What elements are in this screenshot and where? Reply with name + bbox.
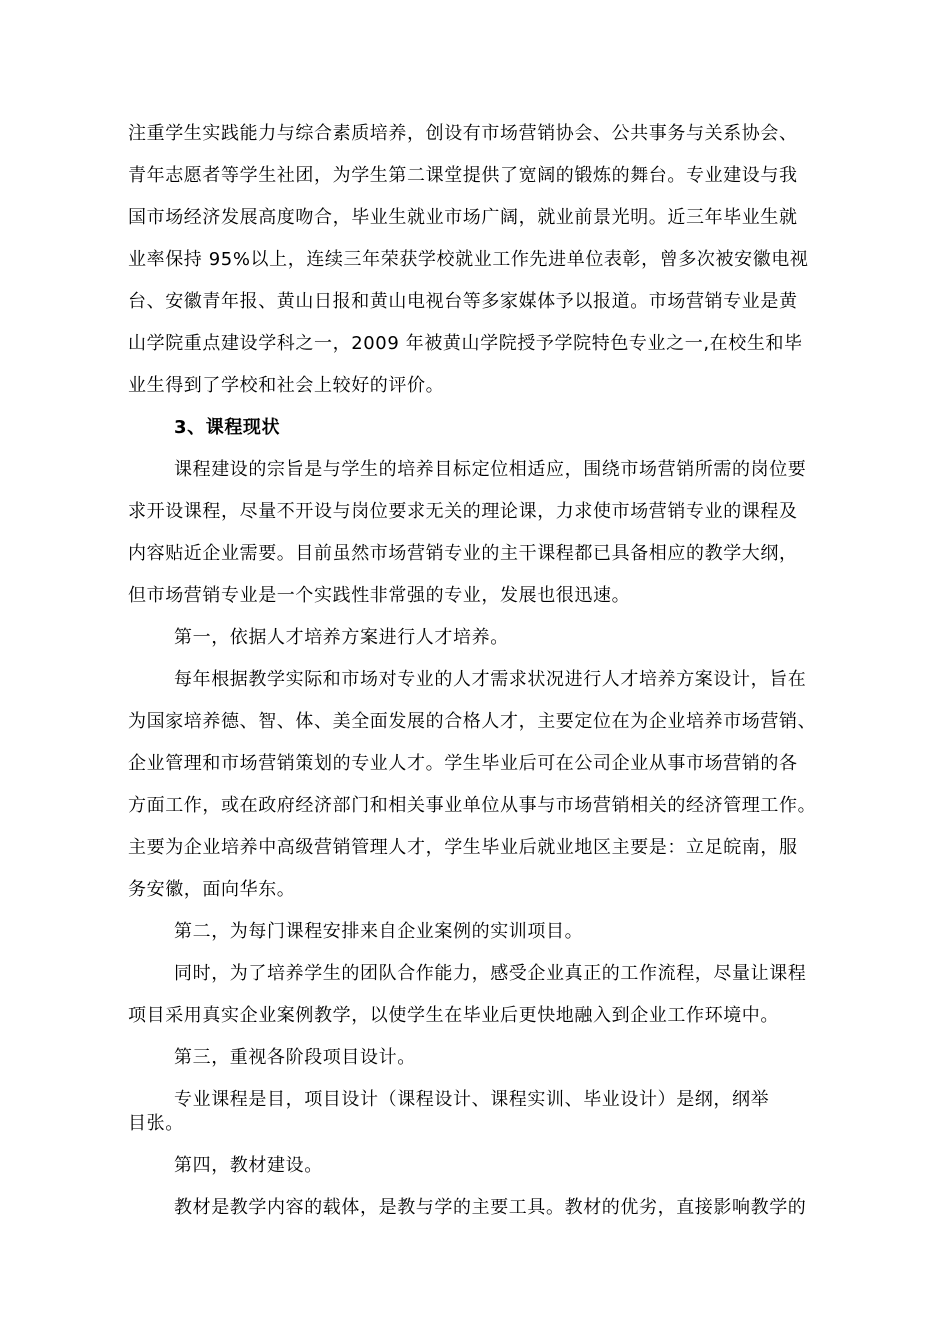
subheading-line: 第一，依据人才培养方案进行人才培养。 <box>174 627 509 648</box>
paragraph-line: 但市场营销专业是一个实践性非常强的专业，发展也很迅速。 <box>128 585 631 606</box>
paragraph-line: 方面工作，或在政府经济部门和相关事业单位从事与市场营销相关的经济管理工作。 <box>128 795 817 816</box>
section-heading: 3、课程现状 <box>174 417 281 438</box>
paragraph-line: 注重学生实践能力与综合素质培养，创设有市场营销协会、公共事务与关系协会、 <box>128 123 798 144</box>
paragraph-line: 企业管理和市场营销策划的专业人才。学生毕业后可在公司企业从事市场营销的各 <box>128 753 798 774</box>
paragraph-line: 课程建设的宗旨是与学生的培养目标定位相适应，围绕市场营销所需的岗位要 <box>174 459 807 480</box>
paragraph-line: 业率保持 95%以上，连续三年荣获学校就业工作先进单位表彰，曾多次被安徽电视 <box>128 249 809 270</box>
paragraph-line: 主要为企业培养中高级营销管理人才，学生毕业后就业地区主要是：立足皖南，服 <box>128 837 798 858</box>
paragraph-line: 国市场经济发展高度吻合，毕业生就业市场广阔，就业前景光明。近三年毕业生就 <box>128 207 798 228</box>
paragraph-line: 每年根据教学实际和市场对专业的人才需求状况进行人才培养方案设计，旨在 <box>174 669 807 690</box>
paragraph-line: 求开设课程，尽量不开设与岗位要求无关的理论课，力求使市场营销专业的课程及 <box>128 501 798 522</box>
paragraph-line: 台、安徽青年报、黄山日报和黄山电视台等多家媒体予以报道。市场营销专业是黄 <box>128 291 798 312</box>
paragraph-line: 内容贴近企业需要。目前虽然市场营销专业的主干课程都已具备相应的教学大纲， <box>128 543 798 564</box>
subheading-line: 第三，重视各阶段项目设计。 <box>174 1047 416 1068</box>
paragraph-line: 业生得到了学校和社会上较好的评价。 <box>128 375 445 396</box>
paragraph-line: 目张。 <box>128 1113 184 1134</box>
paragraph-line: 务安徽，面向华东。 <box>128 879 296 900</box>
subheading-line: 第四，教材建设。 <box>174 1155 323 1176</box>
paragraph-line: 山学院重点建设学科之一，2009 年被黄山学院授予学院特色专业之一,在校生和毕 <box>128 333 803 354</box>
paragraph-line: 青年志愿者等学生社团，为学生第二课堂提供了宽阔的锻炼的舞台。专业建设与我 <box>128 165 798 186</box>
paragraph-line: 为国家培养德、智、体、美全面发展的合格人才，主要定位在为企业培养市场营销、 <box>128 711 817 732</box>
paragraph-line: 专业课程是目，项目设计（课程设计、课程实训、毕业设计）是纲，纲举 <box>174 1089 770 1110</box>
paragraph-line: 同时，为了培养学生的团队合作能力，感受企业真正的工作流程，尽量让课程 <box>174 963 807 984</box>
subheading-line: 第二，为每门课程安排来自企业案例的实训项目。 <box>174 921 584 942</box>
paragraph-line: 项目采用真实企业案例教学，以使学生在毕业后更快地融入到企业工作环境中。 <box>128 1005 779 1026</box>
paragraph-line: 教材是教学内容的载体，是教与学的主要工具。教材的优劣，直接影响教学的 <box>174 1197 807 1218</box>
